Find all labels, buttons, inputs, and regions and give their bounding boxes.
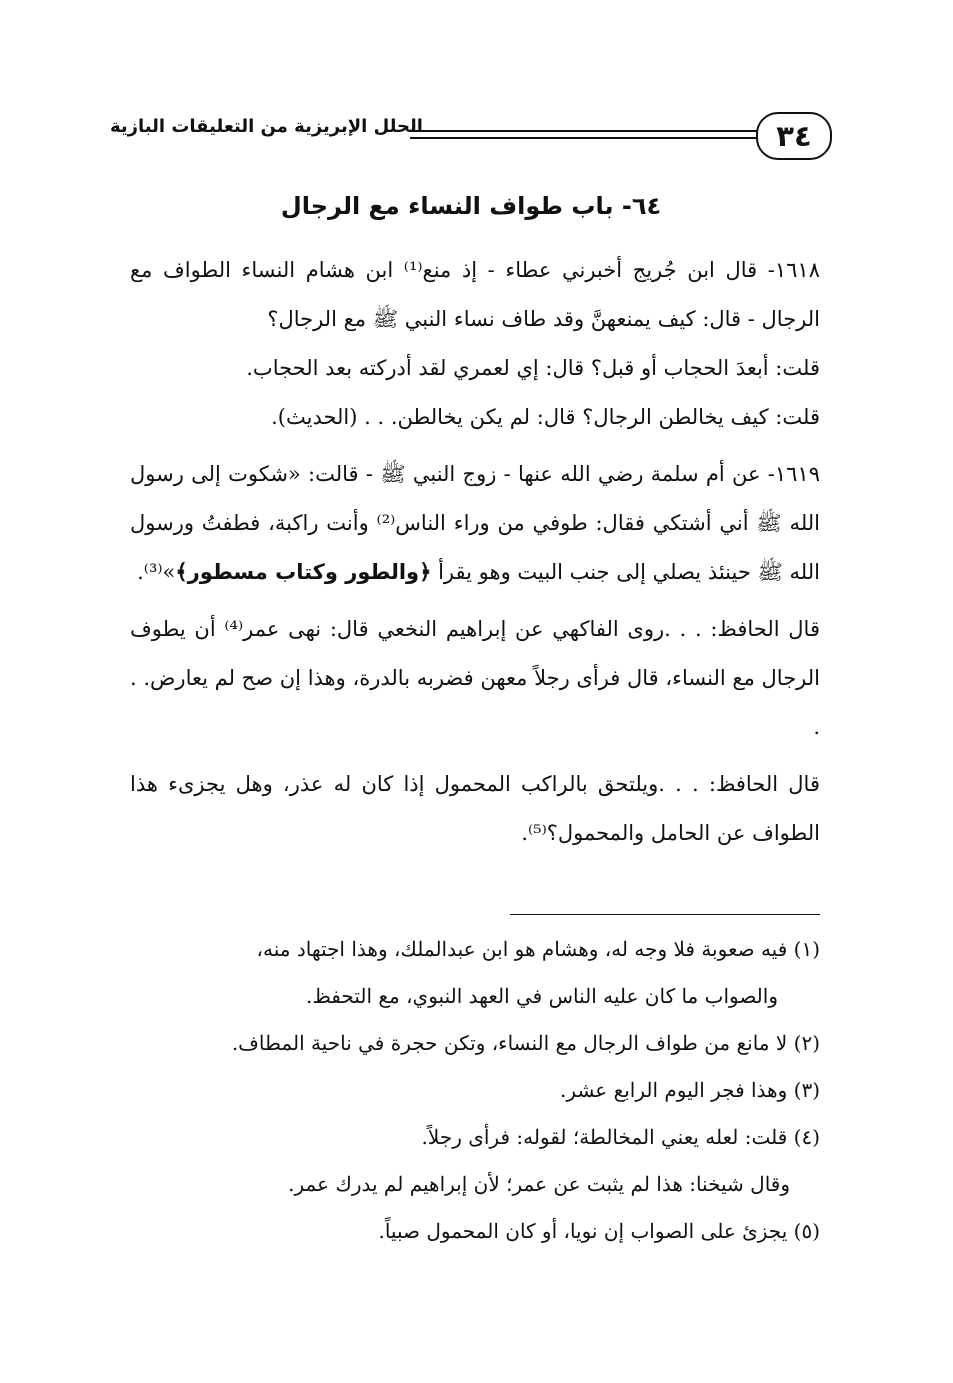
footnote-5: (٥) يجزئ على الصواب إن نويا، أو كان المحمول صبياً. [378,1219,820,1243]
footnotes [130,926,820,1255]
hafiz-comment-2: قال الحافظ: . . .ويلتحق بالراكب المحمول إذا كان له عذر، وهل يجزىء هذا الطواف عن الحامل والمحمول؟⁽⁵⁾. [130,772,820,845]
page-number: ٣٤ [756,112,832,160]
hadith-1618-question-1: قلت: أبعدَ الحجاب أو قبل؟ قال: إي لعمري لقد أدركته بعد الحجاب. [246,356,820,380]
hadith-1619-text: ١٦١٩- عن أم سلمة رضي الله عنها - زوج النبي ﷺ - قالت: «شكوت إلى رسول الله ﷺ أني أشتكي فقال: طوفي من وراء الناس⁽²⁾ وأنت راكبة، فطفتُ ورسول الله ﷺ حينئذ يصلي إلى جنب البيت وهو يقرأ [130,462,820,584]
main-text [130,246,820,866]
quran-quote: ﴿والطور وكتاب مسطور﴾ [175,560,432,584]
hadith-1619 [130,450,820,597]
hafiz-comment-1: قال الحافظ: . . .روى الفاكهي عن إبراهيم النخعي قال: نهى عمر⁽⁴⁾ أن يطوف الرجال مع النساء، قال فرأى رجلاً معهن فضربه بالدرة، وهذا إن صح لم يعارض. . . [130,617,820,739]
running-title: الحلل الإبريزية من التعليقات البازية [110,116,423,137]
footnote-2: (٢) لا مانع من طواف الرجال مع النساء، وتكن حجرة في ناحية المطاف. [231,1031,820,1055]
chapter-title: ٦٤- باب طواف النساء مع الرجال [280,192,662,220]
footnote-3: (٣) وهذا فجر اليوم الرابع عشر. [560,1078,820,1102]
footnote-1-continued: والصواب ما كان عليه الناس في العهد النبوي، مع التحفظ. [305,984,778,1008]
hadith-1619-end: »⁽³⁾. [137,560,176,584]
footnote-4-note: وقال شيخنا: هذا لم يثبت عن عمر؛ لأن إبراهيم لم يدرك عمر. [288,1172,790,1196]
page-header [110,110,832,162]
footnote-4: (٤) قلت: لعله يعني المخالطة؛ لقوله: فرأى رجلاً. [421,1125,820,1149]
footnote-separator [510,914,820,915]
hadith-1618-question-2: قلت: كيف يخالطن الرجال؟ قال: لم يكن يخالطن. . . (الحديث). [271,405,820,429]
footnote-1: (١) فيه صعوبة فلا وجه له، وهشام هو ابن عبدالملك، وهذا اجتهاد منه، [256,937,820,961]
header-rule [410,130,758,139]
hadith-1618-text: ١٦١٨- قال ابن جُريج أخبرني عطاء - إذ منع⁽¹⁾ ابن هشام النساء الطواف مع الرجال - قال: كيف يمنعهنَّ وقد طاف نساء النبي ﷺ مع الرجال؟ [130,258,820,331]
hadith-1618 [130,246,820,442]
